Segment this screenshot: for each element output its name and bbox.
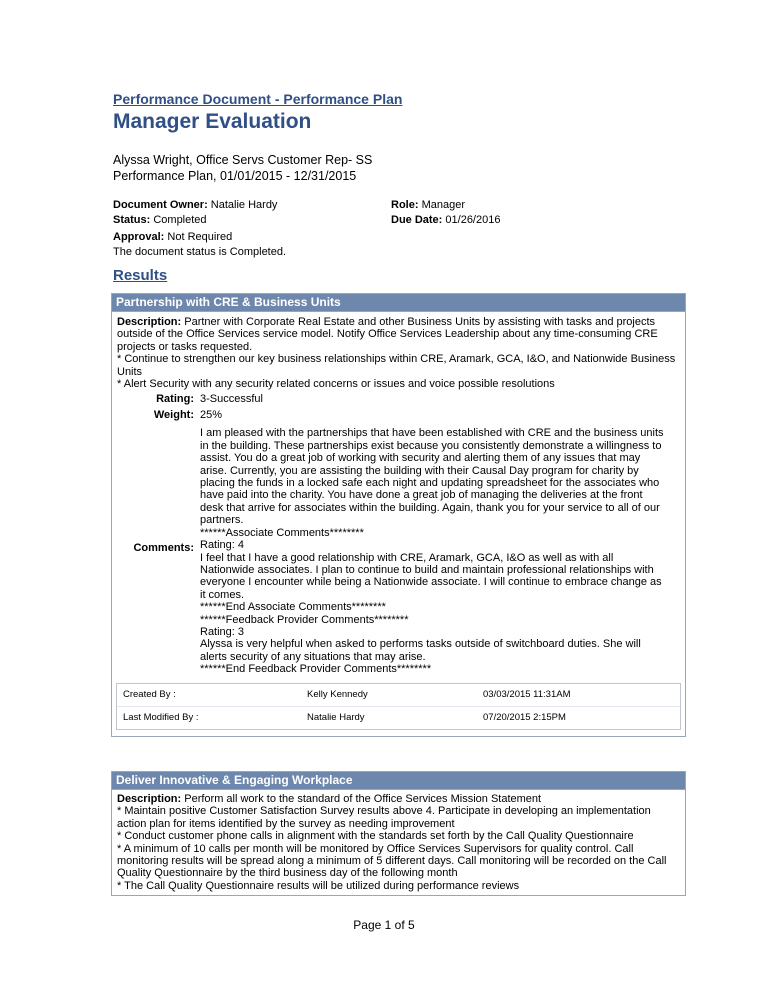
section-title: Deliver Innovative & Engaging Workplace <box>112 772 685 790</box>
comments-block: Comments: I am pleased with the partnerships that have been established with CRE and the business units in the building. These partnerships exist because you consistently demonstrate a willingness to assist. You do a great job of working with security and alerting them of any issues that may arise. Currently, you are assisting the building with their Causal Day program for charity by placing the funds in a locked safe each night and updating spreadsheet for the associates who have paid into the charity. You have done a great job of managing the deliveries at the front desk that arrive for associates within the building. Again, thank you for your service to all of our partners. ******Associate Comments******** Rating: 4 I feel that I have a good relationship with CRE, Aramark, GCA, I&O as well as with all Nationwide associates. I plan to continue to build and maintain professional relationships with everyone I encounter while being a Nationwide associate. I will continue to embrace change as it comes. ******End Associate Comments******** ******Feedback Provider Comments******** Rating: 3 Alyssa is very helpful when asked to performs tasks outside of switchboard duties. She will alerts security of any situations that may arise. ******End Feedback Provider Comments******** <box>112 427 685 675</box>
document-approval: Approval: Not Required <box>113 231 233 243</box>
modified-date: 07/20/2015 2:15PM <box>483 711 566 723</box>
modified-row: Last Modified By : Natalie Hardy 07/20/2015 2:15PM <box>117 706 680 729</box>
comments-text: I am pleased with the partnerships that have been established with CRE and the business units in the building. These partnerships exist because you consistently demonstrate a willingness to assist. You do a great job of working with security and alerting them of any issues that may arise. Currently, you are assisting the building with their Causal Day program for charity by placing the funds in a locked safe each night and updating spreadsheet for the associates who have paid into the charity. You have done a great job of managing the deliveries at the front desk that arrive for associates within the building. Again, thank you for your service to all of our partners. ******Associate Comments******** Rating: 4 I feel that I have a good relationship with CRE, Aramark, GCA, I&O as well as with all Nationwide associates. I plan to continue to build and maintain professional relationships with everyone I encounter while being a Nationwide associate. I will continue to embrace change as it comes. ******End Associate Comments******** ******Feedback Provider Comments******** Rating: 3 Alyssa is very helpful when asked to performs tasks outside of switchboard duties. She will alerts security of any situations that may arise. ******End Feedback Provider Comments******** <box>200 427 664 676</box>
weight-row: Weight: 25% <box>153 409 223 422</box>
results-heading: Results <box>113 267 168 284</box>
meta-right <box>391 198 500 228</box>
section-title: Partnership with CRE & Business Units <box>112 294 685 312</box>
plan-period-line: Performance Plan, 01/01/2015 - 12/31/2015 <box>113 169 357 183</box>
goal-section-partnership <box>111 293 686 737</box>
created-date: 03/03/2015 11:31AM <box>483 688 571 700</box>
audit-table <box>116 683 681 730</box>
document-due-date: Due Date: 01/26/2016 <box>391 214 501 226</box>
created-row: Created By : Kelly Kennedy 03/03/2015 11:31AM <box>123 688 571 700</box>
meta-left <box>113 198 286 260</box>
rating-row: Rating: 3-Successful <box>156 393 263 406</box>
document-owner: Document Owner: Natalie Hardy <box>113 199 278 211</box>
status-note: The document status is Completed. <box>113 246 287 258</box>
created-by: Kelly Kennedy <box>307 688 368 700</box>
page-number: Page 1 of 5 <box>353 918 415 932</box>
document-role: Role: Manager <box>391 199 465 211</box>
goal-section-workplace <box>111 771 686 896</box>
goal-description: Description: Partner with Corporate Real Estate and other Business Units by assisting with tasks and projects outside of the Office Services service model. Notify Office Services Leadership about any time-consuming CRE projects or tasks requested. * Continue to strengthen our key business relationships within CRE, Aramark, GCA, I&O, and Nationwide Business Units * Alert Security with any security related concerns or issues and voice possible resolutions <box>117 316 676 391</box>
document-title: Manager Evaluation <box>113 110 312 133</box>
modified-by: Natalie Hardy <box>307 711 365 723</box>
rating-value: 3-Successful <box>200 393 263 406</box>
goal-description: Description: Perform all work to the standard of the Office Services Mission Statement * Maintain positive Customer Satisfaction Survey results above 4. Participate in developing an implementation action plan for items identified by the survey as needing improvement * Conduct customer phone calls in alignment with the standards set forth by the Call Quality Questionnaire * A minimum of 10 calls per month will be monitored by Office Services Supervisors for quality control. Call monitoring results will be spread along a minimum of 5 different days. Call monitoring will be recorded on the Call Quality Questionnaire by the third business day of the following month * The Call Quality Questionnaire results will be utilized during performance reviews <box>117 793 667 892</box>
document-status: Status: Completed <box>113 214 207 226</box>
weight-value: 25% <box>200 409 223 422</box>
document-type-heading: Performance Document - Performance Plan <box>113 91 403 107</box>
employee-line: Alyssa Wright, Office Servs Customer Rep- SS <box>113 153 373 167</box>
